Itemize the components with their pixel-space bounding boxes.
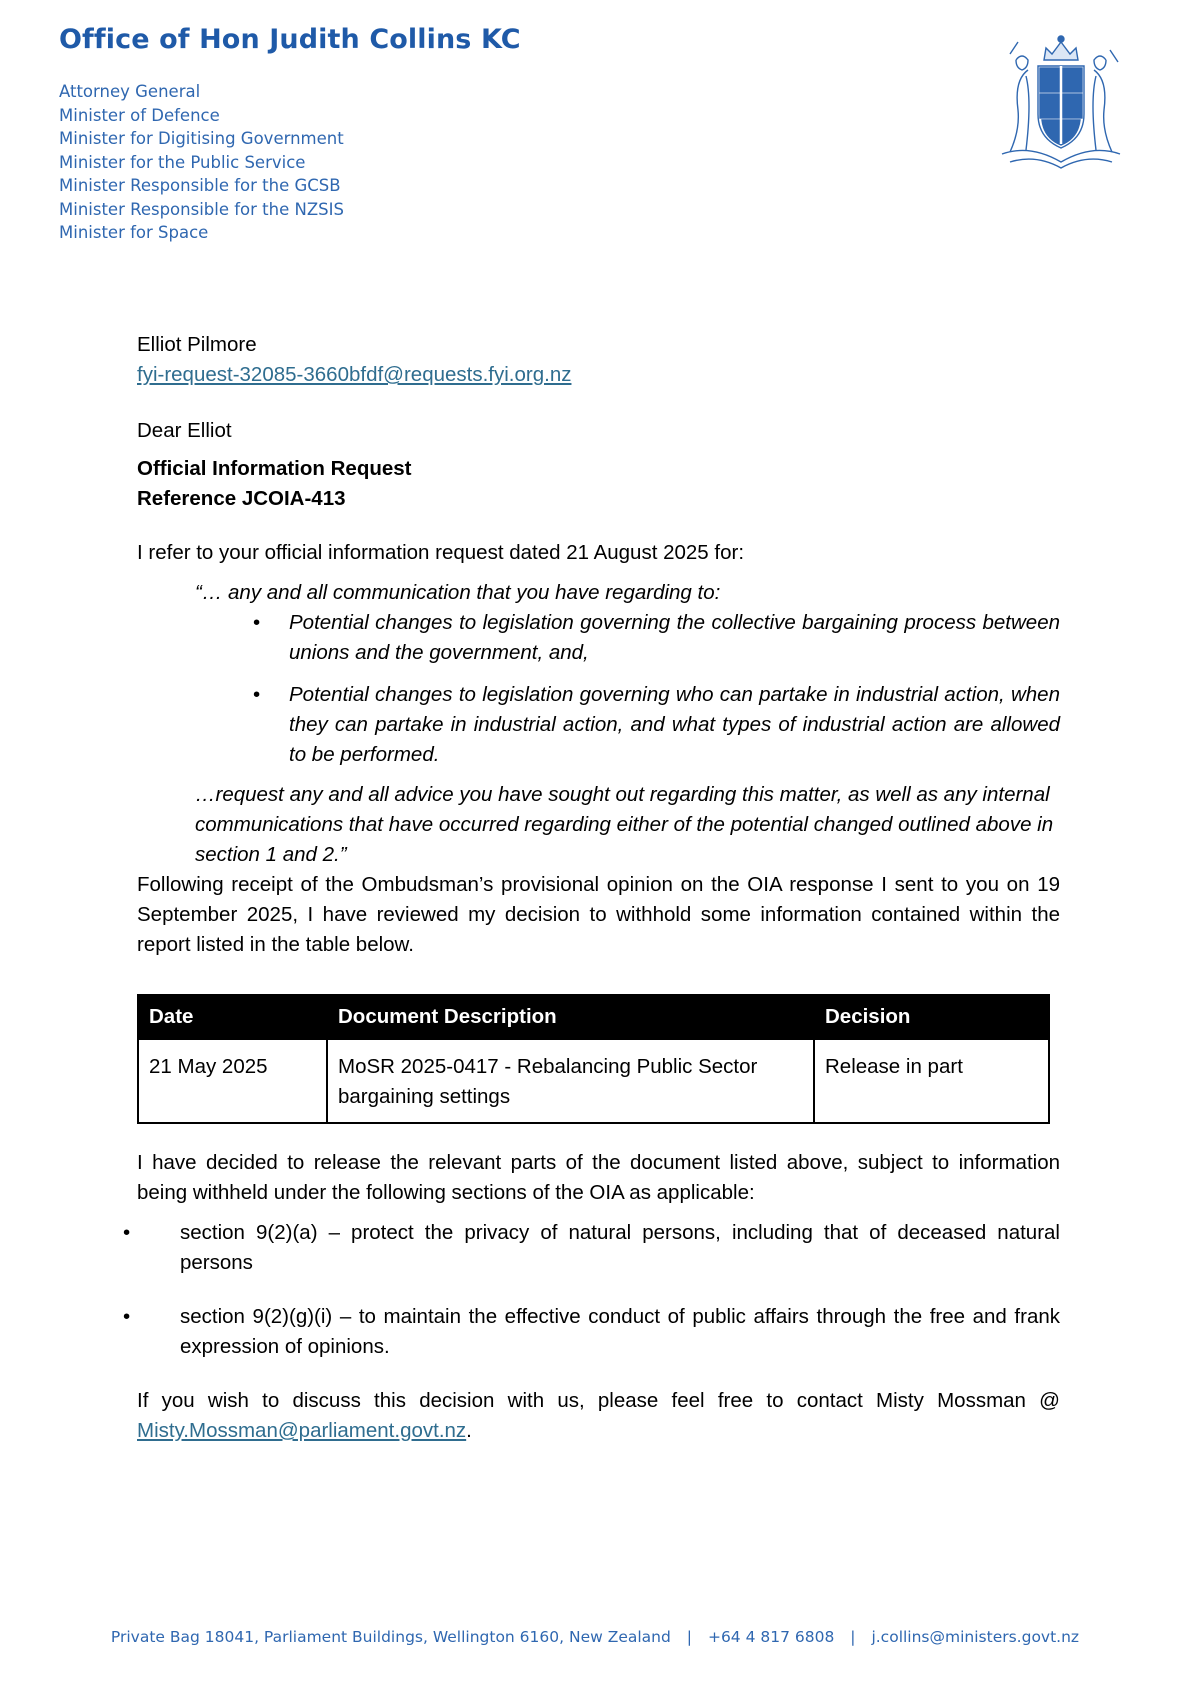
- letter-body: [137, 330, 1060, 1446]
- intro-paragraph: I refer to your official information request dated 21 August 2025 for:: [137, 541, 745, 564]
- table-header-row: [138, 995, 1049, 1039]
- header-description: Document Description: [327, 995, 814, 1039]
- cell-description: MoSR 2025-0417 - Rebalancing Public Sector bargaining settings: [327, 1039, 814, 1123]
- recipient-email-link[interactable]: fyi-request-32085-3660bfdf@requests.fyi.org.nz: [137, 363, 572, 386]
- portfolio-item: Minister for Space: [59, 223, 209, 242]
- portfolio-item: Attorney General: [59, 82, 201, 101]
- nz-coat-of-arms-icon: [980, 30, 1142, 170]
- salutation: Dear Elliot: [137, 419, 232, 442]
- withholding-sections-list: [137, 1218, 1060, 1362]
- quote-bullet: • Potential changes to legislation governing the collective bargaining process between unions and the government, and,: [289, 608, 1060, 668]
- recipient-name: Elliot Pilmore: [137, 333, 257, 356]
- portfolio-list: [59, 80, 344, 245]
- footer-separator: |: [850, 1628, 856, 1646]
- reference-line: Reference JCOIA-413: [137, 487, 346, 510]
- footer-phone: +64 4 817 6808: [707, 1628, 835, 1646]
- portfolio-item: Minister for the Public Service: [59, 152, 306, 172]
- review-paragraph: Following receipt of the Ombudsman’s provisional opinion on the OIA response I sent to you on 19 September 2025, I have reviewed my decision to withhold some information contained within the report listed in the table below.: [137, 873, 1060, 956]
- portfolio-item: Minister Responsible for the GCSB: [59, 176, 341, 195]
- quote-bullet-list: [195, 608, 1060, 770]
- office-title: Office of Hon Judith Collins KC: [59, 24, 521, 55]
- footer: [0, 1628, 1190, 1646]
- table-row: [138, 1039, 1049, 1123]
- contact-end: .: [466, 1419, 472, 1442]
- decision-paragraph: I have decided to release the relevant parts of the document listed above, subject to information being withheld under the following sections of the OIA as applicable:: [137, 1151, 1060, 1204]
- contact-paragraph: [137, 1386, 1060, 1446]
- footer-separator: |: [686, 1628, 693, 1646]
- header-date: Date: [138, 995, 327, 1039]
- header-decision: Decision: [814, 995, 1049, 1039]
- footer-email[interactable]: j.collins@ministers.govt.nz: [871, 1628, 1080, 1646]
- section-item: • section 9(2)(g)(i) – to maintain the effective conduct of public affairs through the free and frank expression of opinions.: [137, 1302, 1060, 1362]
- subject-line: Official Information Request: [137, 457, 412, 480]
- section-item: • section 9(2)(a) – protect the privacy of natural persons, including that of deceased natural persons: [137, 1218, 1060, 1278]
- document-table: [137, 994, 1050, 1124]
- footer-address: Private Bag 18041, Parliament Buildings, Wellington 6160, New Zealand: [110, 1628, 671, 1646]
- contact-email-link[interactable]: Misty.Mossman@parliament.govt.nz: [137, 1419, 467, 1442]
- portfolio-item: Minister of Defence: [59, 105, 220, 125]
- cell-date: 21 May 2025: [138, 1039, 327, 1123]
- cell-decision: Release in part: [814, 1039, 1049, 1123]
- portfolio-item: Minister for Digitising Government: [59, 129, 344, 148]
- contact-text: If you wish to discuss this decision with us, please feel free to contact Misty Mossman @: [137, 1389, 1060, 1412]
- request-quote: [195, 578, 1060, 870]
- quote-bullet: • Potential changes to legislation governing who can partake in industrial action, when they can partake in industrial action, and what types of industrial action are allowed to be performed.: [289, 680, 1060, 770]
- quote-closing: …request any and all advice you have sought out regarding this matter, as well as any internal communications that have occurred regarding either of the potential changed outlined above in section 1 and 2.”: [195, 783, 1054, 866]
- portfolio-item: Minister Responsible for the NZSIS: [59, 199, 344, 219]
- quote-lead: “… any and all communication that you have regarding to:: [195, 581, 721, 604]
